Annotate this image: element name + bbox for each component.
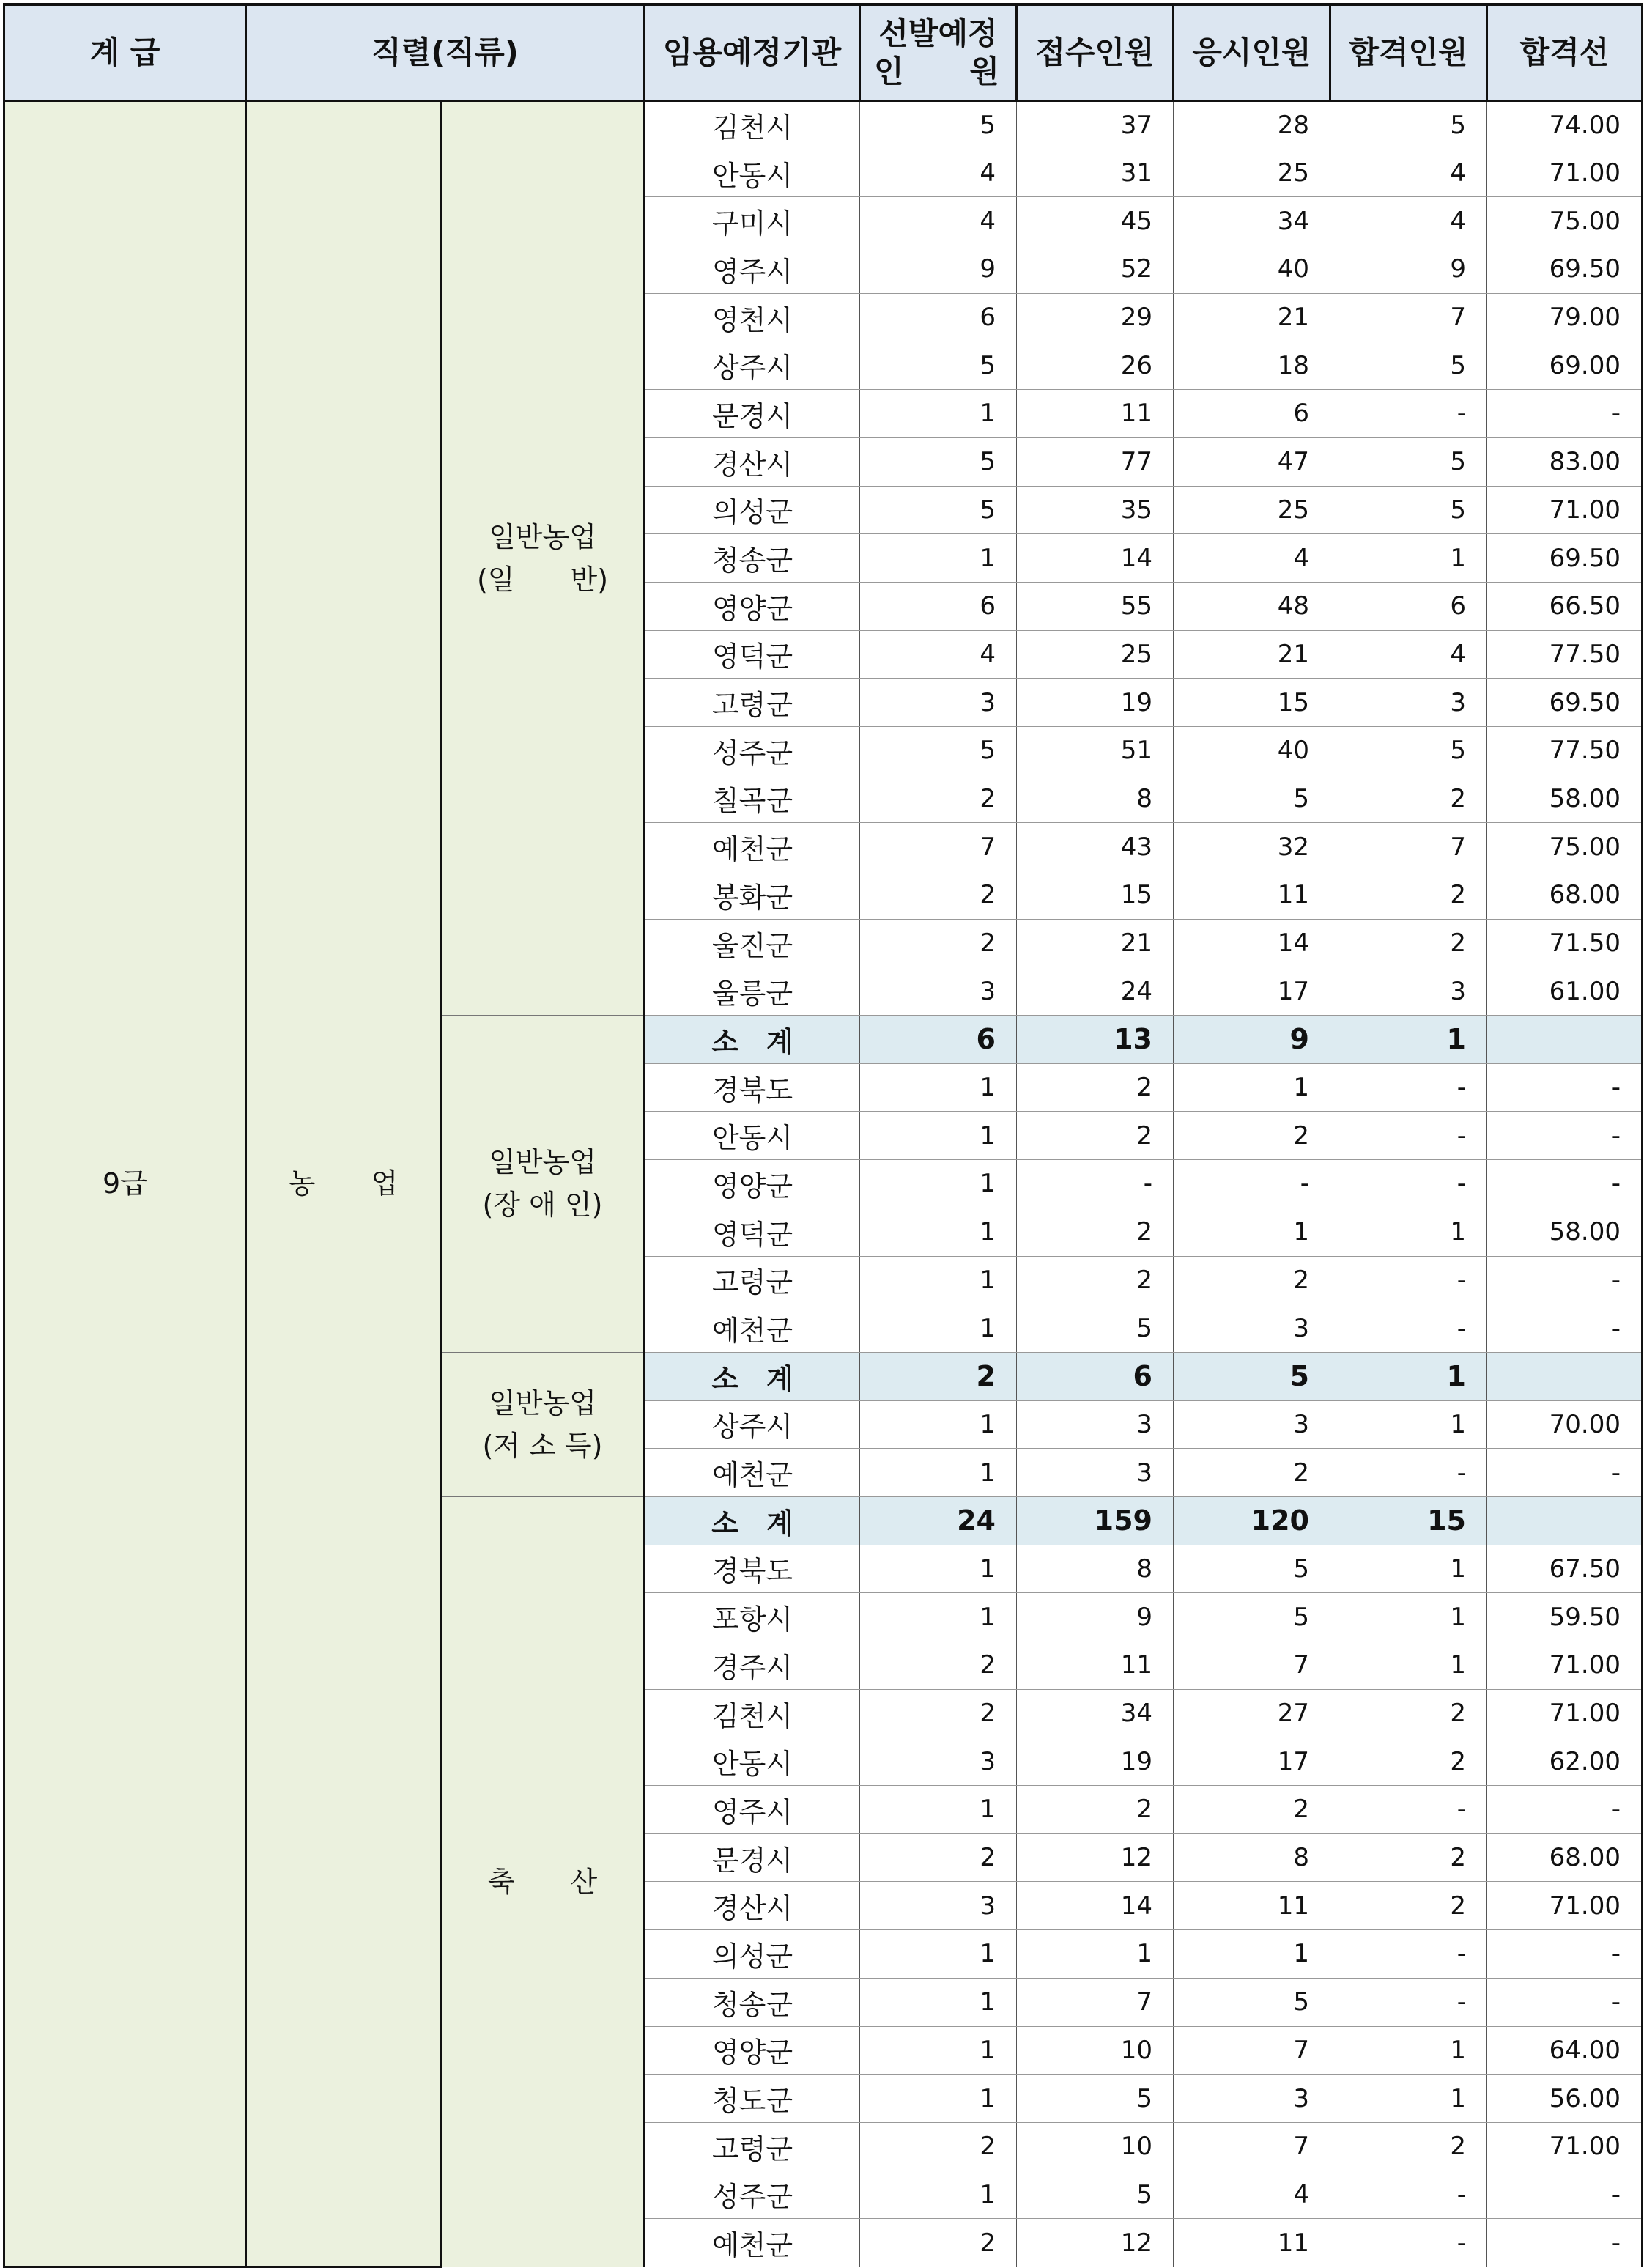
passed-cell: 1	[1330, 534, 1487, 583]
cutoff-cell: -	[1487, 1930, 1643, 1979]
planned-cell: 5	[860, 486, 1017, 534]
cutoff-cell: -	[1487, 2171, 1643, 2219]
agency-cell: 영주시	[645, 1786, 860, 1834]
examined-cell: 25	[1174, 486, 1330, 534]
cutoff-cell: -	[1487, 1978, 1643, 2026]
applied-cell: 14	[1017, 534, 1174, 583]
cutoff-cell: 75.00	[1487, 197, 1643, 245]
grade-cell: 9급	[4, 101, 246, 2267]
agency-cell: 영천시	[645, 293, 860, 341]
planned-cell: 6	[860, 582, 1017, 630]
cutoff-cell: 68.00	[1487, 871, 1643, 920]
passed-cell: -	[1330, 2219, 1487, 2267]
agency-cell: 상주시	[645, 1400, 860, 1449]
passed-cell: 1	[1330, 1545, 1487, 1593]
examined-cell: 25	[1174, 149, 1330, 197]
applied-cell: 52	[1017, 245, 1174, 294]
agency-cell: 안동시	[645, 1737, 860, 1786]
agency-cell: 의성군	[645, 486, 860, 534]
agency-cell: 상주시	[645, 341, 860, 390]
passed-cell: -	[1330, 2171, 1487, 2219]
cutoff-cell: 79.00	[1487, 293, 1643, 341]
examined-cell: 1	[1174, 1063, 1330, 1112]
cutoff-cell: -	[1487, 1160, 1643, 1208]
examined-cell: 5	[1174, 1352, 1330, 1400]
header-planned-bottom-left: 인	[874, 53, 904, 89]
agency-cell: 김천시	[645, 101, 860, 149]
passed-cell: -	[1330, 390, 1487, 438]
cutoff-cell: 74.00	[1487, 101, 1643, 149]
planned-cell: 1	[860, 1256, 1017, 1304]
applied-cell: 8	[1017, 1545, 1174, 1593]
applied-cell: 14	[1017, 1882, 1174, 1930]
planned-cell: 3	[860, 1737, 1017, 1786]
cutoff-cell: -	[1487, 1786, 1643, 1834]
passed-cell: 9	[1330, 245, 1487, 294]
agency-cell: 예천군	[645, 2219, 860, 2267]
cutoff-cell: 71.00	[1487, 1641, 1643, 1690]
cutoff-cell	[1487, 1496, 1643, 1545]
applied-cell: 13	[1017, 1016, 1174, 1064]
cutoff-cell: 69.50	[1487, 679, 1643, 727]
passed-cell: 7	[1330, 293, 1487, 341]
subseries-cell: 일반농업 (저 소 득)	[441, 1352, 645, 1496]
planned-cell: 1	[860, 1786, 1017, 1834]
header-series: 직렬(직류)	[246, 4, 645, 101]
header-planned	[860, 4, 1017, 101]
passed-cell: 1	[1330, 1400, 1487, 1449]
examined-cell: 7	[1174, 2026, 1330, 2075]
agency-cell: 소 계	[645, 1016, 860, 1064]
examined-cell: -	[1174, 1160, 1330, 1208]
examined-cell: 120	[1174, 1496, 1330, 1545]
passed-cell: -	[1330, 1160, 1487, 1208]
passed-cell: 4	[1330, 149, 1487, 197]
examined-cell: 1	[1174, 1208, 1330, 1256]
cutoff-cell: -	[1487, 1063, 1643, 1112]
passed-cell: 4	[1330, 630, 1487, 679]
applied-cell: 55	[1017, 582, 1174, 630]
passed-cell: 5	[1330, 726, 1487, 775]
passed-cell: -	[1330, 1112, 1487, 1160]
agency-cell: 포항시	[645, 1593, 860, 1641]
cutoff-cell	[1487, 1352, 1643, 1400]
header-agency: 임용예정기관	[645, 4, 860, 101]
applied-cell: 5	[1017, 2075, 1174, 2123]
applied-cell: 26	[1017, 341, 1174, 390]
applied-cell: 19	[1017, 1737, 1174, 1786]
subseries-cell: 일반농업 (장 애 인)	[441, 1016, 645, 1353]
passed-cell: 2	[1330, 871, 1487, 920]
agency-cell: 영주시	[645, 245, 860, 294]
agency-cell: 경북도	[645, 1063, 860, 1112]
passed-cell: 2	[1330, 2122, 1487, 2171]
examined-cell: 40	[1174, 245, 1330, 294]
passed-cell: -	[1330, 1930, 1487, 1979]
cutoff-cell: 59.50	[1487, 1593, 1643, 1641]
examined-cell: 47	[1174, 437, 1330, 486]
applied-cell: 51	[1017, 726, 1174, 775]
applied-cell: 37	[1017, 101, 1174, 149]
planned-cell: 1	[860, 1449, 1017, 1497]
planned-cell: 5	[860, 437, 1017, 486]
passed-cell: -	[1330, 1063, 1487, 1112]
subseries-cell: 축 산	[441, 1496, 645, 2267]
header-cutoff: 합격선	[1487, 4, 1643, 101]
cutoff-cell: 69.50	[1487, 245, 1643, 294]
cutoff-cell: 77.50	[1487, 630, 1643, 679]
cutoff-cell	[1487, 1016, 1643, 1064]
agency-cell: 안동시	[645, 149, 860, 197]
planned-cell: 6	[860, 1016, 1017, 1064]
planned-cell: 1	[860, 534, 1017, 583]
examined-cell: 21	[1174, 630, 1330, 679]
planned-cell: 9	[860, 245, 1017, 294]
planned-cell: 1	[860, 1160, 1017, 1208]
planned-cell: 3	[860, 679, 1017, 727]
planned-cell: 1	[860, 1930, 1017, 1979]
applied-cell: 43	[1017, 823, 1174, 871]
agency-cell: 성주군	[645, 2171, 860, 2219]
applied-cell: 77	[1017, 437, 1174, 486]
agency-cell: 문경시	[645, 390, 860, 438]
passed-cell: 1	[1330, 1016, 1487, 1064]
agency-cell: 김천시	[645, 1689, 860, 1737]
applied-cell: 34	[1017, 1689, 1174, 1737]
applied-cell: 11	[1017, 390, 1174, 438]
agency-cell: 청송군	[645, 534, 860, 583]
cutoff-cell: 58.00	[1487, 1208, 1643, 1256]
examined-cell: 28	[1174, 101, 1330, 149]
cutoff-cell: 58.00	[1487, 775, 1643, 823]
examined-cell: 15	[1174, 679, 1330, 727]
cutoff-cell: 71.00	[1487, 486, 1643, 534]
cutoff-cell: 61.00	[1487, 967, 1643, 1016]
applied-cell: 2	[1017, 1256, 1174, 1304]
planned-cell: 5	[860, 101, 1017, 149]
examined-cell: 5	[1174, 1593, 1330, 1641]
planned-cell: 1	[860, 1112, 1017, 1160]
header-planned-top: 선발예정	[878, 15, 998, 51]
cutoff-cell: -	[1487, 2219, 1643, 2267]
applied-cell: 24	[1017, 967, 1174, 1016]
cutoff-cell: 75.00	[1487, 823, 1643, 871]
table-body	[4, 101, 1643, 2267]
agency-cell: 칠곡군	[645, 775, 860, 823]
cutoff-cell: 71.00	[1487, 149, 1643, 197]
examined-cell: 9	[1174, 1016, 1330, 1064]
examined-cell: 2	[1174, 1256, 1330, 1304]
planned-cell: 2	[860, 871, 1017, 920]
passed-cell: -	[1330, 1304, 1487, 1353]
header-planned-bottom	[861, 53, 1015, 91]
passed-cell: 7	[1330, 823, 1487, 871]
agency-cell: 영덕군	[645, 630, 860, 679]
passed-cell: 3	[1330, 679, 1487, 727]
applied-cell: 15	[1017, 871, 1174, 920]
applied-cell: 29	[1017, 293, 1174, 341]
cutoff-cell: 77.50	[1487, 726, 1643, 775]
results-sheet	[3, 3, 1641, 2268]
examined-cell: 48	[1174, 582, 1330, 630]
passed-cell: 1	[1330, 2075, 1487, 2123]
exam-results-table	[3, 3, 1643, 2268]
planned-cell: 1	[860, 1545, 1017, 1593]
passed-cell: 2	[1330, 775, 1487, 823]
examined-cell: 11	[1174, 2219, 1330, 2267]
examined-cell: 17	[1174, 967, 1330, 1016]
examined-cell: 2	[1174, 1786, 1330, 1834]
applied-cell: 3	[1017, 1400, 1174, 1449]
table-row	[4, 101, 1643, 149]
applied-cell: 5	[1017, 1304, 1174, 1353]
planned-cell: 4	[860, 197, 1017, 245]
planned-cell: 1	[860, 1978, 1017, 2026]
applied-cell: 12	[1017, 1833, 1174, 1882]
agency-cell: 봉화군	[645, 871, 860, 920]
applied-cell: 19	[1017, 679, 1174, 727]
applied-cell: 2	[1017, 1786, 1174, 1834]
planned-cell: 2	[860, 775, 1017, 823]
applied-cell: -	[1017, 1160, 1174, 1208]
examined-cell: 27	[1174, 1689, 1330, 1737]
applied-cell: 8	[1017, 775, 1174, 823]
cutoff-cell: -	[1487, 1256, 1643, 1304]
planned-cell: 6	[860, 293, 1017, 341]
passed-cell: 1	[1330, 1641, 1487, 1690]
agency-cell: 고령군	[645, 1256, 860, 1304]
planned-cell: 3	[860, 967, 1017, 1016]
planned-cell: 5	[860, 726, 1017, 775]
cutoff-cell: -	[1487, 1304, 1643, 1353]
planned-cell: 3	[860, 1882, 1017, 1930]
applied-cell: 21	[1017, 919, 1174, 967]
examined-cell: 32	[1174, 823, 1330, 871]
cutoff-cell: -	[1487, 1449, 1643, 1497]
agency-cell: 의성군	[645, 1930, 860, 1979]
planned-cell: 1	[860, 1063, 1017, 1112]
planned-cell: 2	[860, 1352, 1017, 1400]
agency-cell: 경북도	[645, 1545, 860, 1593]
planned-cell: 1	[860, 1593, 1017, 1641]
cutoff-cell: 71.00	[1487, 1689, 1643, 1737]
planned-cell: 2	[860, 2122, 1017, 2171]
passed-cell: 5	[1330, 341, 1487, 390]
examined-cell: 7	[1174, 2122, 1330, 2171]
passed-cell: 1	[1330, 1593, 1487, 1641]
cutoff-cell: 56.00	[1487, 2075, 1643, 2123]
agency-cell: 고령군	[645, 2122, 860, 2171]
applied-cell: 2	[1017, 1208, 1174, 1256]
agency-cell: 소 계	[645, 1352, 860, 1400]
examined-cell: 21	[1174, 293, 1330, 341]
agency-cell: 영양군	[645, 2026, 860, 2075]
cutoff-cell: 64.00	[1487, 2026, 1643, 2075]
examined-cell: 17	[1174, 1737, 1330, 1786]
examined-cell: 4	[1174, 534, 1330, 583]
planned-cell: 2	[860, 2219, 1017, 2267]
planned-cell: 2	[860, 1833, 1017, 1882]
cutoff-cell: 83.00	[1487, 437, 1643, 486]
applied-cell: 2	[1017, 1063, 1174, 1112]
planned-cell: 1	[860, 2075, 1017, 2123]
passed-cell: 5	[1330, 437, 1487, 486]
examined-cell: 34	[1174, 197, 1330, 245]
cutoff-cell: 67.50	[1487, 1545, 1643, 1593]
agency-cell: 울릉군	[645, 967, 860, 1016]
applied-cell: 159	[1017, 1496, 1174, 1545]
examined-cell: 4	[1174, 2171, 1330, 2219]
passed-cell: 4	[1330, 197, 1487, 245]
subseries-cell: 일반농업 (일 반)	[441, 101, 645, 1016]
passed-cell: 5	[1330, 101, 1487, 149]
passed-cell: -	[1330, 1449, 1487, 1497]
examined-cell: 2	[1174, 1112, 1330, 1160]
passed-cell: 2	[1330, 919, 1487, 967]
examined-cell: 6	[1174, 390, 1330, 438]
planned-cell: 7	[860, 823, 1017, 871]
agency-cell: 경산시	[645, 437, 860, 486]
agency-cell: 경산시	[645, 1882, 860, 1930]
planned-cell: 4	[860, 149, 1017, 197]
cutoff-cell: 66.50	[1487, 582, 1643, 630]
cutoff-cell: 71.00	[1487, 1882, 1643, 1930]
passed-cell: 2	[1330, 1882, 1487, 1930]
applied-cell: 1	[1017, 1930, 1174, 1979]
planned-cell: 2	[860, 1641, 1017, 1690]
applied-cell: 10	[1017, 2122, 1174, 2171]
passed-cell: 1	[1330, 1352, 1487, 1400]
planned-cell: 5	[860, 341, 1017, 390]
applied-cell: 2	[1017, 1112, 1174, 1160]
applied-cell: 3	[1017, 1449, 1174, 1497]
examined-cell: 3	[1174, 1400, 1330, 1449]
series-cell: 농 업	[246, 101, 441, 2267]
planned-cell: 24	[860, 1496, 1017, 1545]
passed-cell: 2	[1330, 1833, 1487, 1882]
passed-cell: 15	[1330, 1496, 1487, 1545]
agency-cell: 소 계	[645, 1496, 860, 1545]
agency-cell: 구미시	[645, 197, 860, 245]
passed-cell: 2	[1330, 1737, 1487, 1786]
examined-cell: 8	[1174, 1833, 1330, 1882]
header-applied: 접수인원	[1017, 4, 1174, 101]
planned-cell: 1	[860, 1400, 1017, 1449]
header-grade: 계 급	[4, 4, 246, 101]
applied-cell: 5	[1017, 2171, 1174, 2219]
cutoff-cell: 71.00	[1487, 2122, 1643, 2171]
planned-cell: 1	[860, 390, 1017, 438]
agency-cell: 성주군	[645, 726, 860, 775]
agency-cell: 울진군	[645, 919, 860, 967]
examined-cell: 11	[1174, 871, 1330, 920]
agency-cell: 영양군	[645, 582, 860, 630]
passed-cell: 6	[1330, 582, 1487, 630]
cutoff-cell: 70.00	[1487, 1400, 1643, 1449]
passed-cell: 1	[1330, 1208, 1487, 1256]
header-examined: 응시인원	[1174, 4, 1330, 101]
planned-cell: 1	[860, 1304, 1017, 1353]
examined-cell: 40	[1174, 726, 1330, 775]
passed-cell: 5	[1330, 486, 1487, 534]
agency-cell: 예천군	[645, 1304, 860, 1353]
applied-cell: 45	[1017, 197, 1174, 245]
applied-cell: 6	[1017, 1352, 1174, 1400]
agency-cell: 청도군	[645, 2075, 860, 2123]
examined-cell: 14	[1174, 919, 1330, 967]
passed-cell: -	[1330, 1256, 1487, 1304]
applied-cell: 9	[1017, 1593, 1174, 1641]
passed-cell: -	[1330, 1786, 1487, 1834]
passed-cell: 1	[1330, 2026, 1487, 2075]
cutoff-cell: 69.50	[1487, 534, 1643, 583]
header-planned-bottom-right: 원	[969, 53, 999, 89]
applied-cell: 11	[1017, 1641, 1174, 1690]
passed-cell: 2	[1330, 1689, 1487, 1737]
header-row	[4, 4, 1643, 101]
applied-cell: 12	[1017, 2219, 1174, 2267]
planned-cell: 4	[860, 630, 1017, 679]
cutoff-cell: 71.50	[1487, 919, 1643, 967]
examined-cell: 3	[1174, 1304, 1330, 1353]
cutoff-cell: 68.00	[1487, 1833, 1643, 1882]
agency-cell: 예천군	[645, 1449, 860, 1497]
agency-cell: 고령군	[645, 679, 860, 727]
examined-cell: 5	[1174, 1545, 1330, 1593]
agency-cell: 문경시	[645, 1833, 860, 1882]
passed-cell: -	[1330, 1978, 1487, 2026]
cutoff-cell: 69.00	[1487, 341, 1643, 390]
examined-cell: 2	[1174, 1449, 1330, 1497]
applied-cell: 35	[1017, 486, 1174, 534]
passed-cell: 3	[1330, 967, 1487, 1016]
cutoff-cell: 62.00	[1487, 1737, 1643, 1786]
examined-cell: 18	[1174, 341, 1330, 390]
agency-cell: 예천군	[645, 823, 860, 871]
examined-cell: 1	[1174, 1930, 1330, 1979]
planned-cell: 2	[860, 1689, 1017, 1737]
header-passed: 합격인원	[1330, 4, 1487, 101]
agency-cell: 영양군	[645, 1160, 860, 1208]
applied-cell: 10	[1017, 2026, 1174, 2075]
agency-cell: 영덕군	[645, 1208, 860, 1256]
planned-cell: 1	[860, 1208, 1017, 1256]
agency-cell: 경주시	[645, 1641, 860, 1690]
applied-cell: 25	[1017, 630, 1174, 679]
examined-cell: 5	[1174, 775, 1330, 823]
cutoff-cell: -	[1487, 390, 1643, 438]
agency-cell: 청송군	[645, 1978, 860, 2026]
examined-cell: 5	[1174, 1978, 1330, 2026]
examined-cell: 7	[1174, 1641, 1330, 1690]
cutoff-cell: -	[1487, 1112, 1643, 1160]
applied-cell: 31	[1017, 149, 1174, 197]
applied-cell: 7	[1017, 1978, 1174, 2026]
examined-cell: 11	[1174, 1882, 1330, 1930]
examined-cell: 3	[1174, 2075, 1330, 2123]
planned-cell: 1	[860, 2026, 1017, 2075]
agency-cell: 안동시	[645, 1112, 860, 1160]
planned-cell: 2	[860, 919, 1017, 967]
planned-cell: 1	[860, 2171, 1017, 2219]
